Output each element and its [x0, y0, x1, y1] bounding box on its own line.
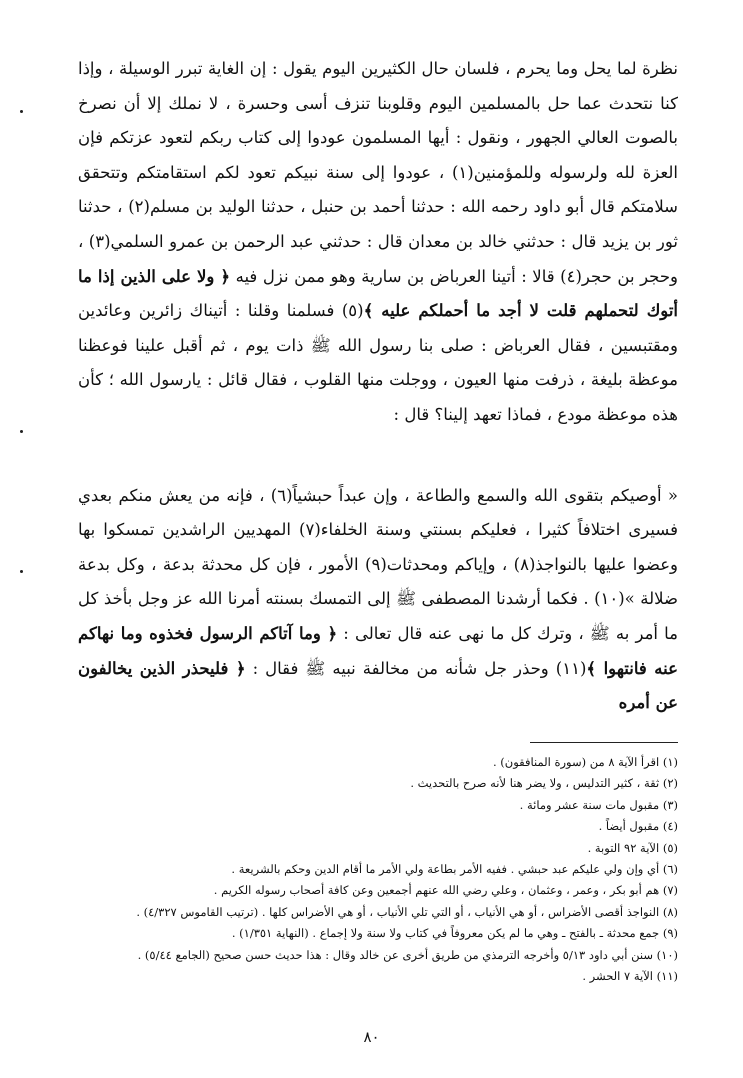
paragraph-1	[78, 52, 678, 433]
para2-run-3: (١١) وحذر جل شأنه من مخالفة نبيه ﷺ فقال :	[245, 658, 587, 678]
page-number: ٨٠	[363, 1028, 380, 1046]
paragraph-2	[78, 479, 678, 721]
book-page	[78, 52, 678, 1052]
footnote-3: (٣) مقبول مات سنة عشر ومائة .	[519, 797, 678, 812]
para1-quran-quote: ﴿ ولا على الذين إذا ما أتوك لتحملهم قلت لا أجد ما أحملكم عليه ﴾	[78, 266, 678, 321]
footnote-1: (١) اقرأ الآية ٨ من (سورة المنافقون) .	[492, 755, 678, 769]
para1-run-1: نظرة لما يحل وما يحرم ، فلسان حال الكثيرين اليوم يقول : إن الغاية تبرر الوسيلة ، وإذا كنا نتحدث عما حل بالمسلمين اليوم وقلوبنا تنزف أسى وحسرة ، لا نملك إلا أن نصرخ بالصوت العالي الجهور ، ونقول : أيها المسلمون عودوا إلى كتاب ربكم لتعود عزتكم فإن العزة لله ولرسوله وللمؤمنين(١) ، عودوا إلى سنة نبيكم تعود لكم استقامتكم وتتحقق سلامتكم قال أبو داود رحمه الله : حدثنا أحمد بن حنبل ، حدثنا الوليد بن مسلم(٢) ، حدثنا ثور بن يزيد قال : حدثني خالد بن معدان قال : حدثني عبد الرحمن بن عمرو السلمي(٣) ، وحجر بن حجر(٤) قالا : أتينا العرباض بن سارية وهو ممن نزل فيه	[78, 59, 678, 286]
para1-run-3: (٥) فسلمنا وقلنا : أتيناك زائرين وعائدين ومقتبسين ، فقال العرباض : صلى بنا رسول الله ﷺ ذات يوم ، ثم أقبل علينا فوعظنا موعظة بليغة ، ذرفت منها العيون ، ووجلت منها القلوب ، فقال قائل : يارسول الله ؛ كأن هذه موعظة مودع ، فماذا تعهد إلينا؟ قال :	[78, 301, 678, 424]
para2-quran-quote-1: ﴿ وما آتاكم الرسول فخذوه وما نهاكم عنه فانتهوا ﴾	[78, 623, 678, 678]
footnote-10: (١٠) سنن أبي داود ٥/١٣ وأخرجه الترمذي من طريق أخرى عن خالد وقال : هذا حديث حسن صحيح (الجامع ٥/٤٤) .	[137, 947, 678, 962]
footnote-separator	[530, 742, 678, 743]
footnotes	[78, 752, 678, 987]
footnote-9: (٩) جمع محدثة ـ بالفتح ـ وهي ما لم يكن معروفاً في كتاب ولا سنة ولا إجماع . (النهاية ١/٣٥١) .	[231, 926, 678, 941]
footnote-5: (٥) الآية ٩٢ التوبة .	[587, 840, 678, 855]
footnote-11: (١١) الآية ٧ الحشر .	[582, 969, 678, 984]
margin-mark-top	[20, 110, 23, 113]
footnote-8: (٨) النواجذ أقصى الأضراس ، أو هي الأنياب ، أو التي تلي الأنياب ، أو هي الأضراس كلها . (ترتيب القاموس ٤/٣٢٧) .	[136, 904, 678, 919]
margin-mark-middle	[20, 430, 23, 433]
para2-quran-quote-2: ﴿ فليحذر الذين يخالفون عن أمره	[78, 658, 678, 713]
footnote-2: (٢) ثقة ، كثير التدليس ، ولا يضر هنا لأنه صرح بالتحديث .	[410, 776, 678, 791]
footnote-7: (٧) هم أبو بكر ، وعمر ، وعثمان ، وعلي رضي الله عنهم أجمعين وعن كافة أصحاب رسوله الكريم .	[213, 883, 678, 898]
para2-hadith: « أوصيكم بتقوى الله والسمع والطاعة ، وإن عبداً حبشياً(٦) ، فإنه من يعش منكم بعدي فسيرى اختلافاً كثيرا ، فعليكم بسنتي وسنة الخلفاء(٧) المهديين الراشدين تمسكوا بها وعضوا عليها بالنواجذ(٨) ، وإياكم ومحدثات(٩) الأمور ، فإن كل محدثة بدعة ، وكل بدعة ضلالة »(١٠) . فكما أرشدنا المصطفى ﷺ إلى التمسك بسنته أمرنا الله عز وجل بأخذ كل ما أمر به ﷺ ، وترك كل ما نهى عنه قال تعالى :	[78, 485, 679, 643]
footnote-4: (٤) مقبول أيضاً .	[598, 819, 678, 834]
footnote-6: (٦) أي وإن ولي عليكم عبد حبشي . ففيه الأمر بطاعة ولي الأمر ما أقام الدين وحكم بالشريعة .	[231, 862, 678, 877]
margin-mark-lower	[20, 570, 23, 573]
main-text	[78, 52, 678, 721]
